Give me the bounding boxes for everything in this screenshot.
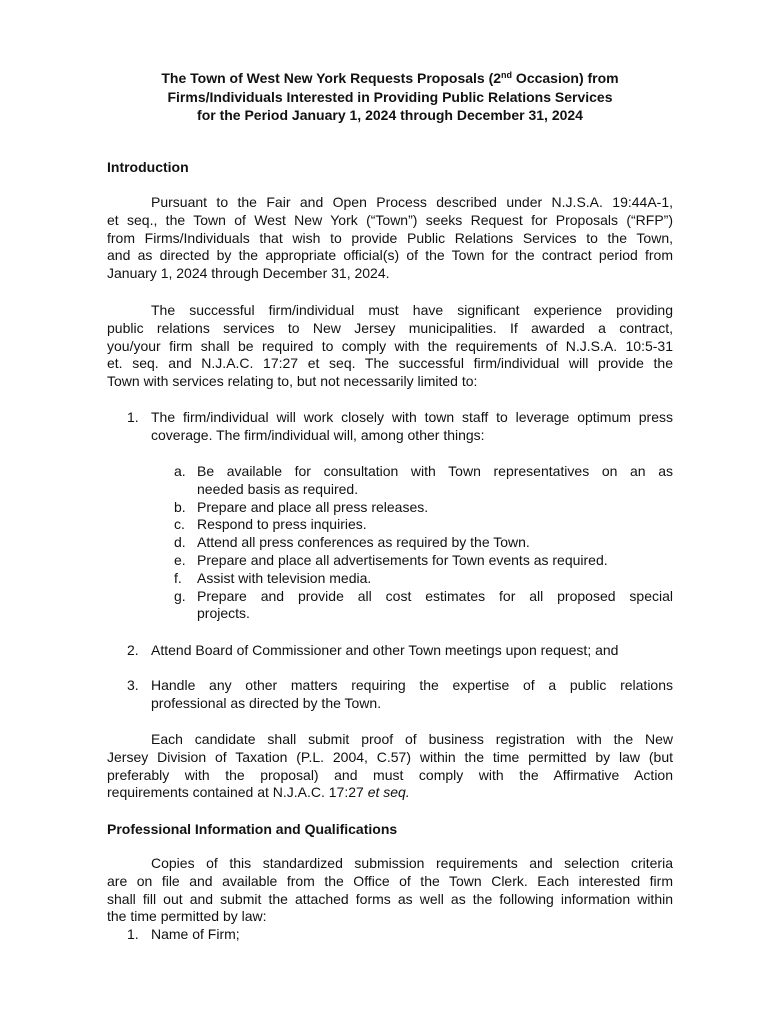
paragraph-line: you/your firm shall be required to comply with the requirements of N.J.S.A. 10:5-31 [107,337,673,354]
professional-heading: Professional Information and Qualifications [107,821,398,837]
paragraph-line: the time permitted by law: [107,908,267,925]
list-item-line: projects. [197,605,250,622]
list-item-line: Assist with television media. [197,569,372,586]
sub-list-item-g [107,588,673,624]
list-marker: 1. [127,409,139,425]
list-item-line: Respond to press inquiries. [197,516,367,533]
sub-list-item-b [107,499,673,517]
service-item-2 [107,642,673,660]
list-item-line: Attend all press conferences as required by the Town. [197,534,530,551]
list-item-line: coverage. The firm/individual will, among other things: [151,426,485,443]
list-marker: 1. [127,926,139,942]
list-item-line: Attend Board of Commissioner and other Town meetings upon request; and [151,642,619,658]
paragraph-line: and as directed by the appropriate official(s) of the Town for the contract period from [107,247,673,264]
list-item-body [197,463,673,499]
paragraph-line: January 1, 2024 through December 31, 2024. [107,265,390,282]
paragraph-line: from Firms/Individuals that wish to provide Public Relations Services to the Town, [107,229,673,246]
paragraph-line: are on file and available from the Office of the Town Clerk. Each interested firm [107,872,673,889]
list-marker: f. [174,569,182,586]
title-line-1-end: Occasion) from [512,70,619,86]
list-marker: 3. [127,677,139,693]
service-item-3 [107,677,673,713]
paragraph-line: The successful firm/individual must have significant experience providing [151,302,673,318]
title-line-3: for the Period January 1, 2024 through December 31, 2024 [197,107,583,124]
list-item-line: Prepare and place all press releases. [197,498,429,515]
paragraph-line: public relations services to New Jersey municipalities. If awarded a contract, [107,319,673,336]
list-marker: c. [174,516,185,533]
sub-list-item-a [107,463,673,499]
paragraph-line: Pursuant to the Fair and Open Process described under N.J.S.A. 19:44A-1, [151,194,673,210]
list-marker: 2. [127,642,139,658]
list-item-body [151,677,673,713]
list-item-body [197,588,673,624]
title-line-1-text: The Town of West New York Requests Proposals (2 [161,70,502,86]
list-item-line: Name of Firm; [151,926,240,942]
list-item-line: Prepare and place all advertisements for Town events as required. [197,551,608,568]
list-marker: g. [174,587,186,604]
list-marker: a. [174,463,186,479]
paragraph-line-last [107,784,673,802]
paragraph-line: Jersey Division of Taxation (P.L. 2004, C.57) within the time permitted by law (but [107,748,673,765]
sub-list-item-f [107,570,673,588]
paragraph-line: Town with services relating to, but not necessarily limited to: [107,373,478,390]
document-title [107,69,673,125]
list-item-line: Prepare and provide all cost estimates for all proposed special [197,587,673,604]
paragraph-line: Copies of this standardized submission requirements and selection criteria [151,855,673,871]
list-marker: d. [174,534,186,551]
list-marker: e. [174,551,186,568]
paragraph-line: shall fill out and submit the attached forms as well as the following information within [107,890,673,907]
title-line-2: Firms/Individuals Interested in Providing Public Relations Services [167,88,613,105]
list-item-line: Be available for consultation with Town representatives on an as [197,463,673,479]
introduction-heading: Introduction [107,159,189,175]
list-marker: b. [174,498,186,515]
paragraph-line: Each candidate shall submit proof of business registration with the New [151,731,673,747]
list-item-line: The firm/individual will work closely with town staff to leverage optimum press [151,409,673,425]
paragraph-line: et seq., the Town of West New York (“Town”) seeks Request for Proposals (“RFP”) [107,211,673,228]
intro-paragraph-1 [107,194,673,283]
registration-paragraph [107,731,673,802]
title-line-1 [107,69,673,88]
italic-text: et seq. [367,784,410,801]
list-item-line: Handle any other matters requiring the expertise of a public relations [151,677,673,693]
paragraph-text: requirements contained at N.J.A.C. 17:27 [107,784,368,801]
list-item-line: needed basis as required. [197,480,359,497]
service-sub-list [107,463,673,623]
paragraph-line: preferably with the proposal) and must comply with the Affirmative Action [107,766,673,783]
intro-paragraph-2 [107,302,673,391]
paragraph-line: et. seq. and N.J.A.C. 17:27 et seq. The successful firm/individual will provide the [107,355,673,372]
list-item-body [151,409,673,445]
title-superscript: nd [501,70,513,80]
professional-paragraph [107,855,673,926]
sub-list-item-d [107,534,673,552]
professional-item-1 [107,926,673,944]
sub-list-item-e [107,552,673,570]
list-item-line: professional as directed by the Town. [151,694,382,711]
sub-list-item-c [107,516,673,534]
service-item-1 [107,409,673,445]
